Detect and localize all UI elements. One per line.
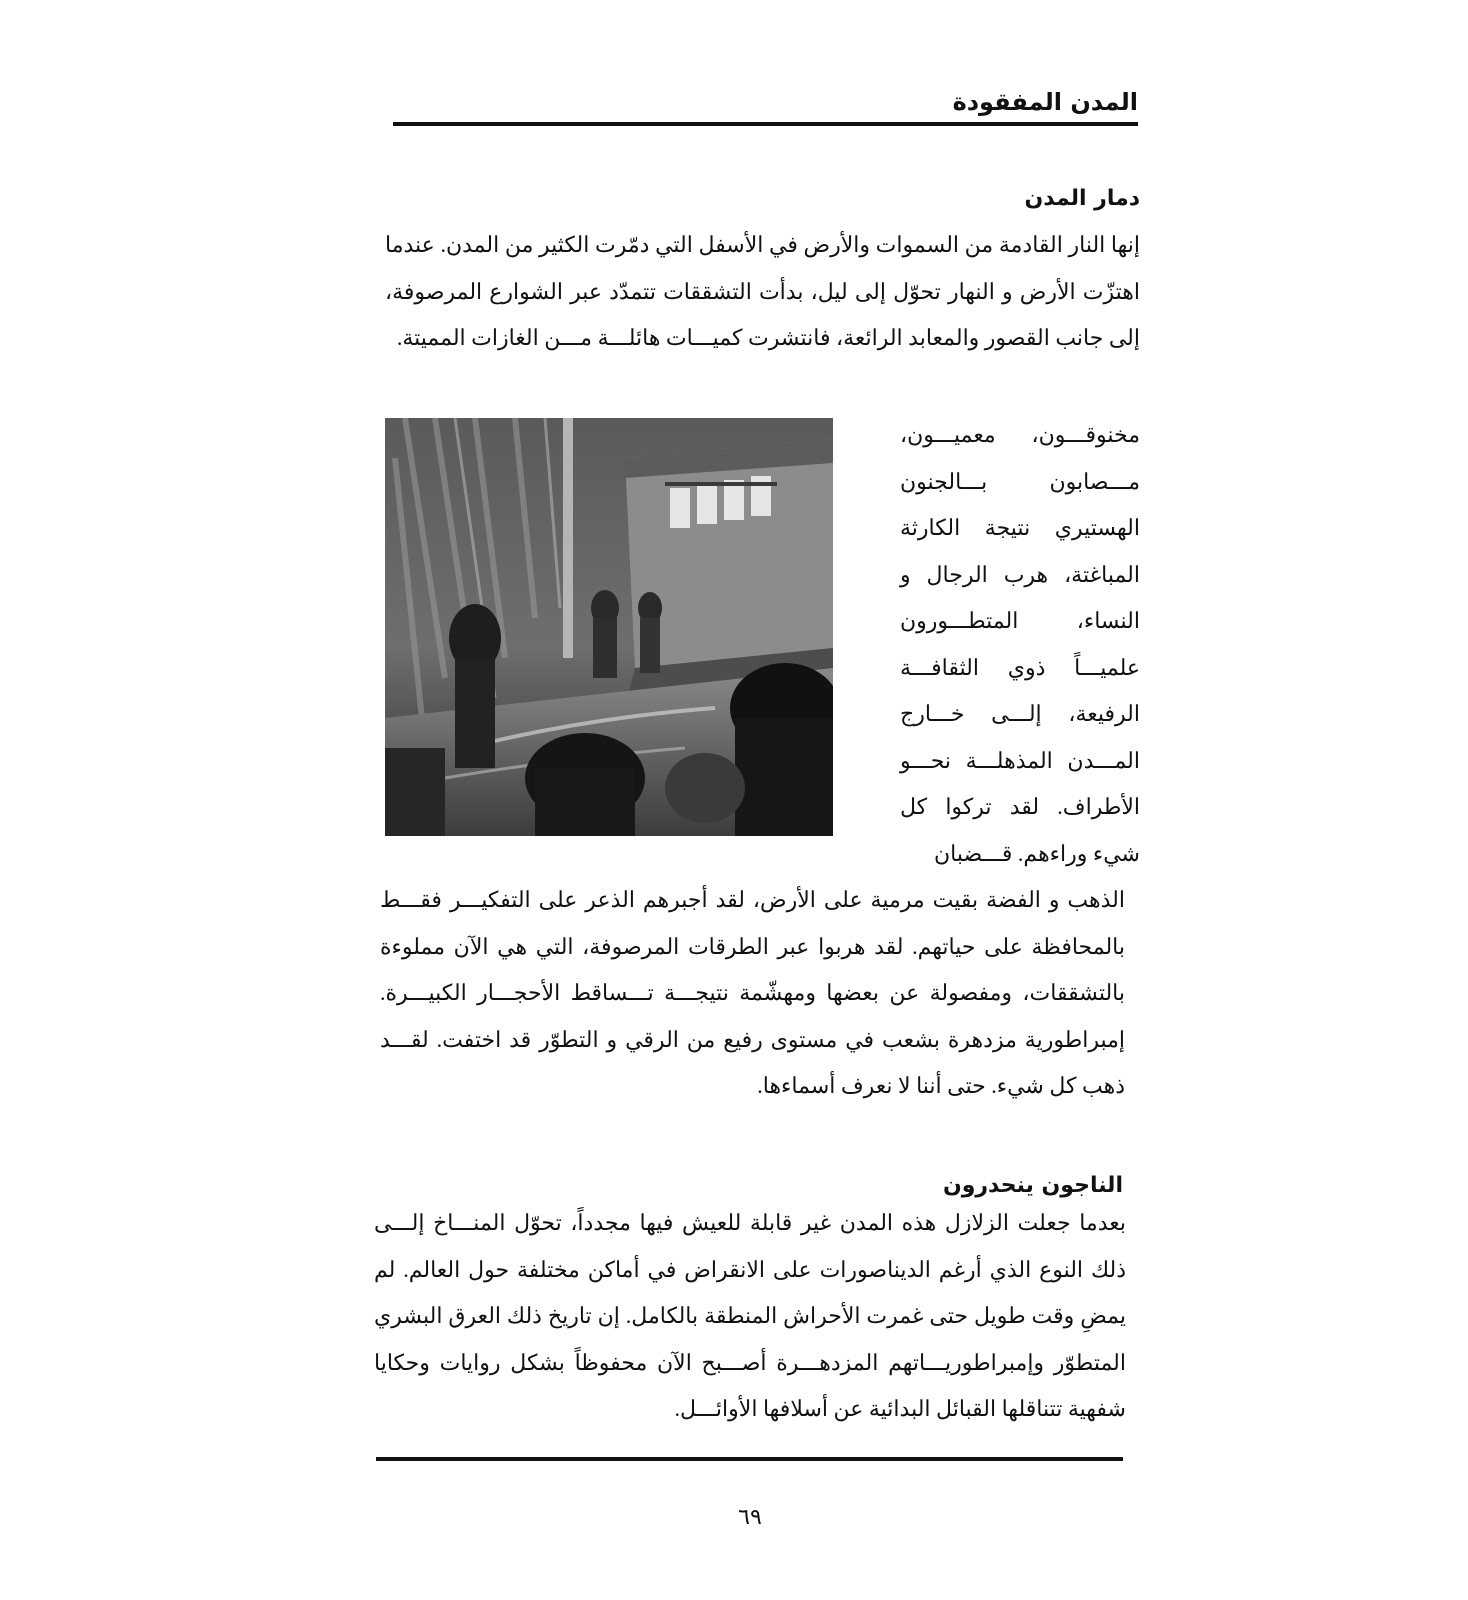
footer-rule — [376, 1457, 1123, 1461]
paragraph-intro: إنها النار القادمة من السموات والأرض في الأسفل التي دمّرت الكثير من المدن. عندما اهتزّت الأرض و النهار تحوّل إلى ليل، بدأت التشققات تتمدّد عبر الشوارع المرصوفة، إلى جانب القصور والمعابد الرائعة، فانتشرت كميـــات هائلـــة مـــن الغازات المميتة. — [385, 232, 1140, 350]
section-heading-survivors: الناجون ينحدرون — [942, 1173, 1123, 1198]
section-heading-city-destruction: دمار المدن — [1024, 186, 1140, 211]
illustration-fleeing-city — [385, 418, 833, 836]
running-head: المدن المفقودة — [952, 88, 1138, 116]
paragraph-continuation: الذهب و الفضة بقيت مرمية على الأرض، لقد أجبرهم الذعر على التفكيـــر فقـــط بالمحافظة على حياتهم. لقد هربوا عبر الطرقات المرصوفة، التي هي الآن مملوءة بالتشققات، ومفصولة عن بعضها ومهشّمة نتيجـــة تـــساقط الأحجـــار الكبيـــرة. إمبراطورية مزدهرة بشعب في مستوى رفيع من الرقي و التطوّر قد اختفت. لقـــد ذهب كل شيء. حتى أننا لا نعرف أسماءها. — [380, 887, 1126, 1098]
paragraph-beside-image: مخنوقـــون، معميـــون، مـــصابون بـــالجنون الهستيري نتيجة الكارثة المباغتة، هرب الرجال و النساء، المتطـــورون علميـــاً ذوي الثقافـــة الرفيعة، إلـــى خـــارج المـــدن المذهلـــة نحـــو الأطراف. لقد تركوا كل شيء وراءهم. قـــضبان — [900, 422, 1140, 866]
header-rule — [393, 122, 1138, 126]
page-number: ٦٩ — [738, 1505, 762, 1530]
paragraph-survivors: بعدما جعلت الزلازل هذه المدن غير قابلة للعيش فيها مجدداً، تحوّل المنـــاخ إلـــى ذلك النوع الذي أرغم الديناصورات على الانقراض في أماكن مختلفة حول العالم. لم يمضِ وقت طويل حتى غمرت الأحراش المنطقة بالكامل. إن تاريخ ذلك العرق البشري المتطوّر وإمبراطوريـــاتهم المزدهـــرة أصـــبح الآن محفوظاً بشكل روايات وحكايا شفهية تتناقلها القبائل البدائية عن أسلافها الأوائـــل. — [374, 1210, 1126, 1421]
